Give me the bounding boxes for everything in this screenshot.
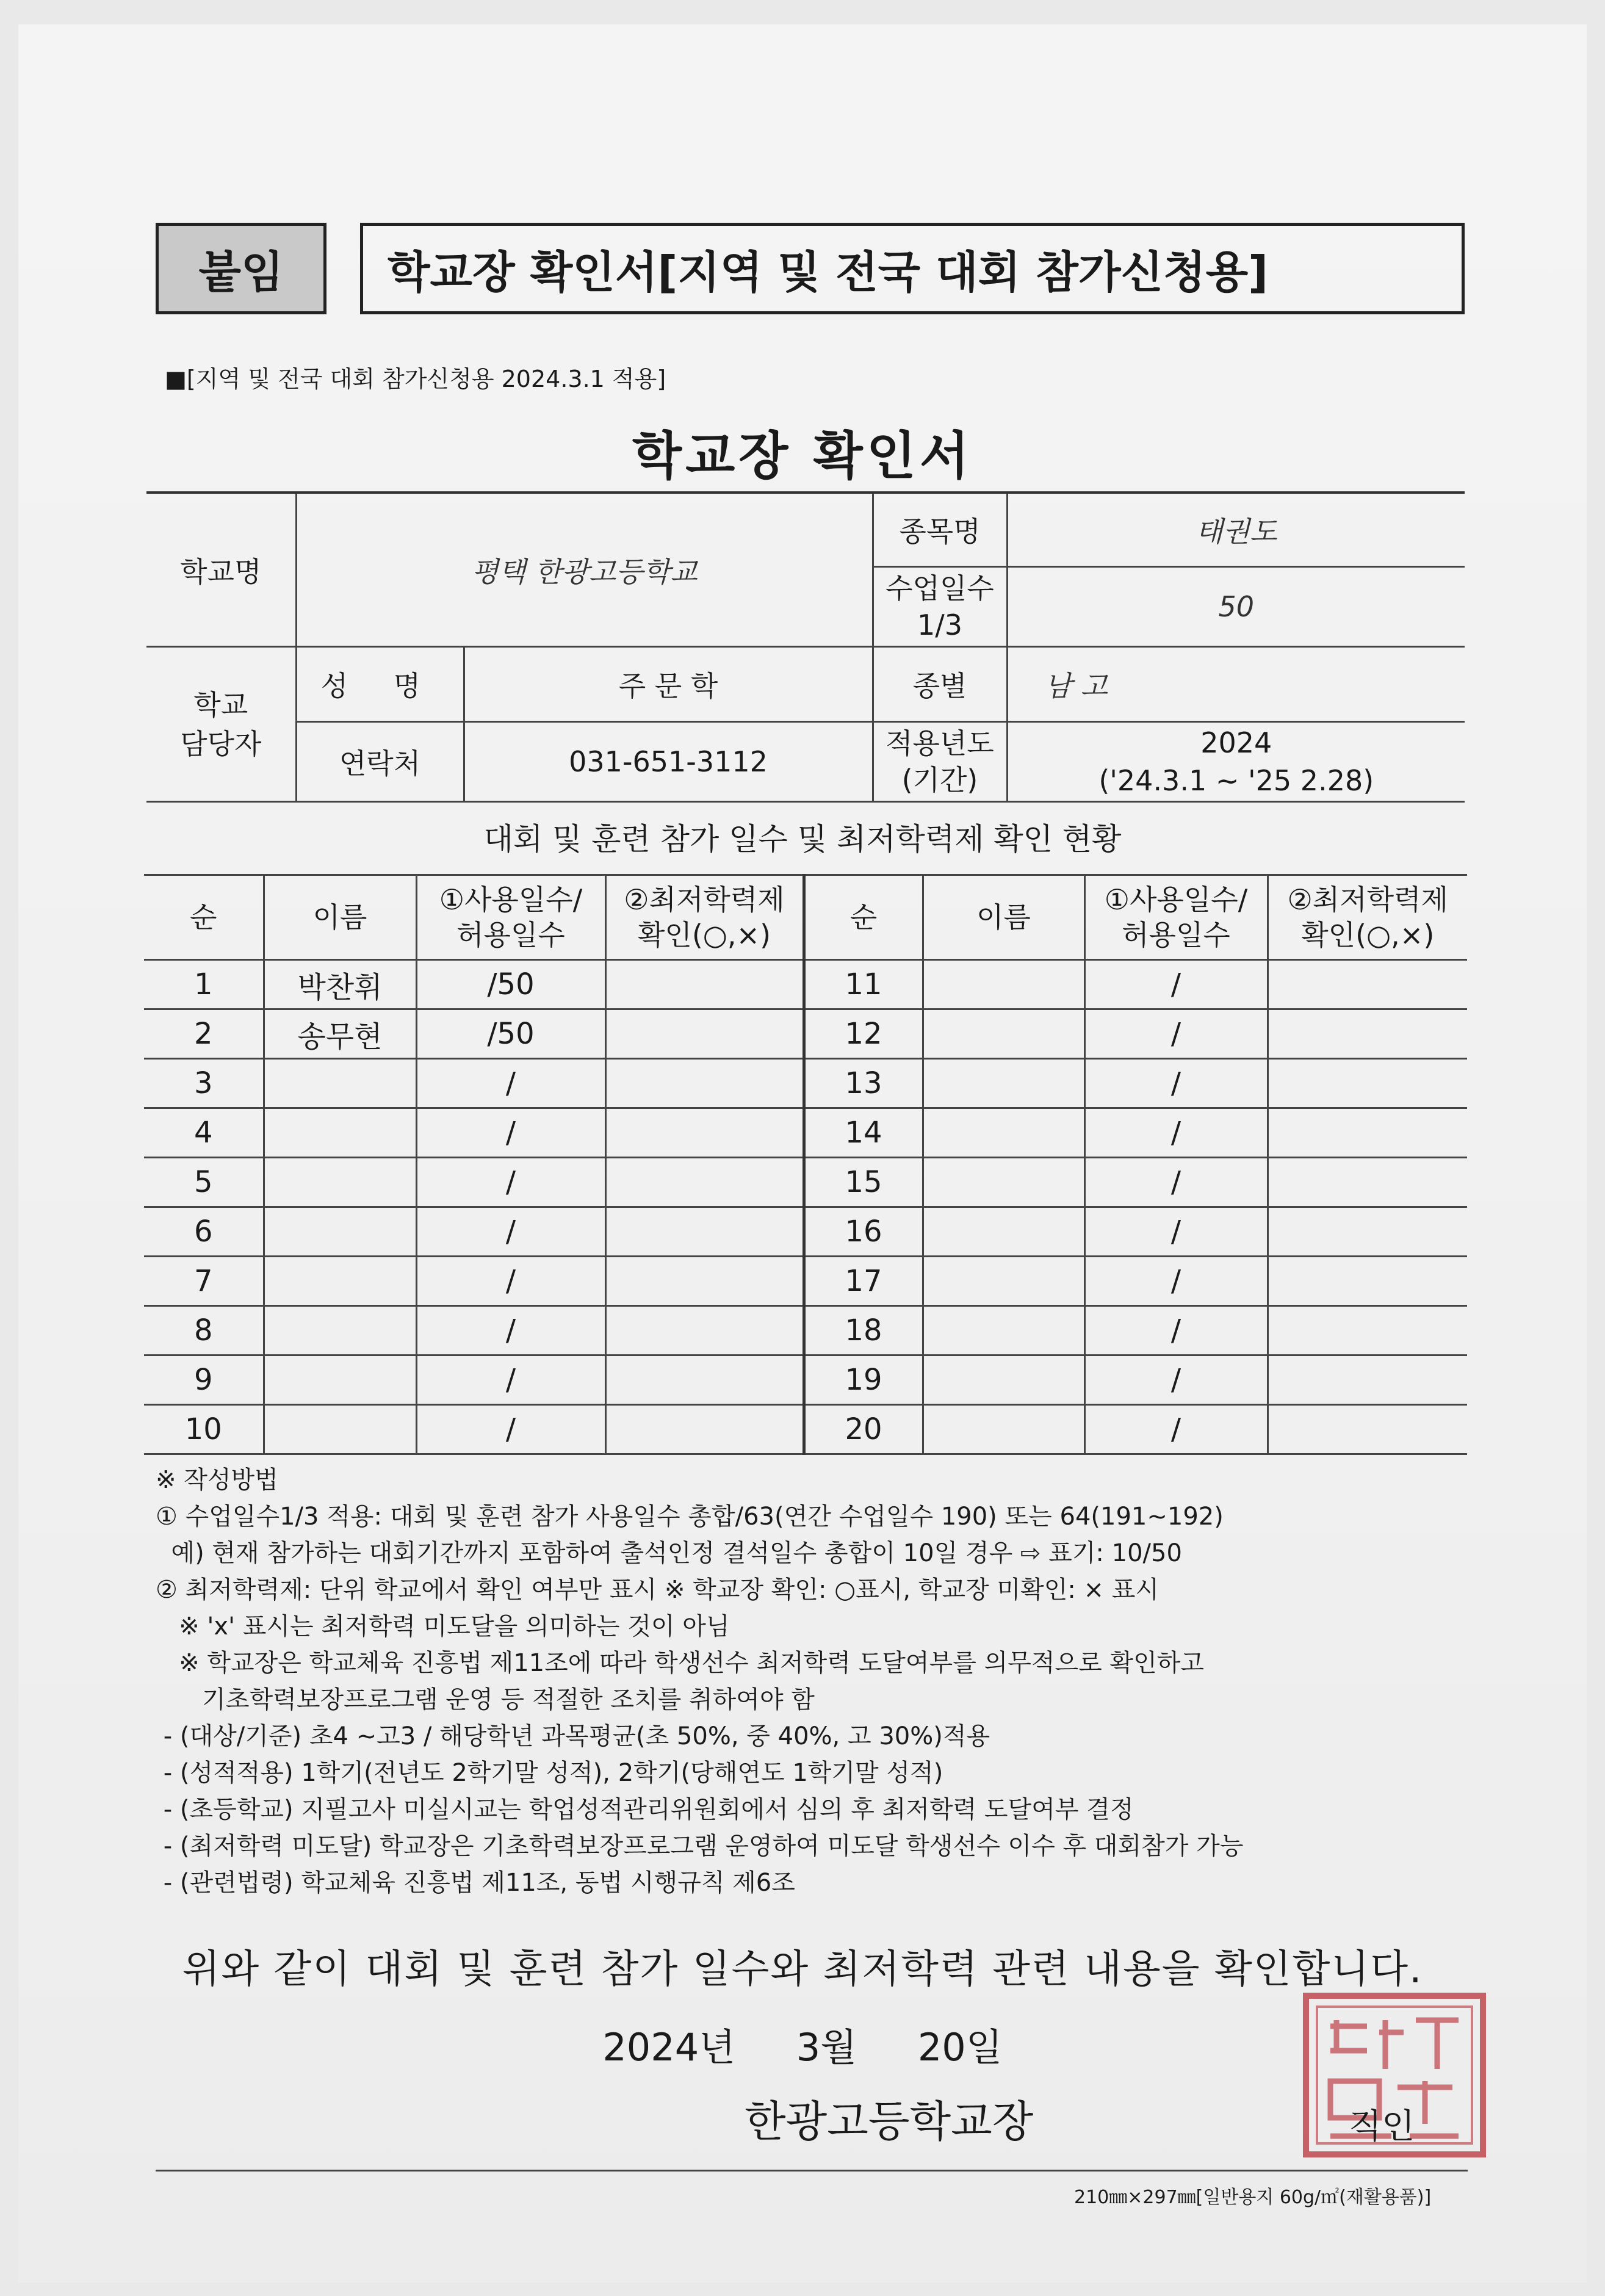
participant-row bbox=[144, 1009, 1467, 1059]
used-days: / bbox=[416, 1059, 605, 1108]
date-year: 2024년 bbox=[602, 2025, 736, 2070]
participant-row bbox=[144, 1207, 1467, 1257]
participant-name bbox=[923, 1306, 1084, 1356]
academic-check bbox=[605, 1405, 804, 1454]
instruction-line: - (관련법령) 학교체육 진흥법 제11조, 동법 시행규칙 제6조 bbox=[156, 1869, 795, 1897]
row-number: 3 bbox=[144, 1059, 264, 1108]
row-number: 13 bbox=[804, 1059, 923, 1108]
academic-check bbox=[1268, 1108, 1467, 1158]
header-check: ②최저학력제 확인(○,×) bbox=[605, 875, 804, 960]
sport-label: 종목명 bbox=[873, 493, 1007, 567]
academic-check bbox=[605, 1108, 804, 1158]
confirmation-statement: 위와 같이 대회 및 훈련 참가 일수와 최저학력 관련 내용을 확인합니다. bbox=[182, 1947, 1423, 1992]
used-days: / bbox=[1084, 1257, 1268, 1306]
footer-divider bbox=[156, 2170, 1468, 2171]
participant-row bbox=[144, 1405, 1467, 1454]
paper-spec-note: 210㎜×297㎜[일반용지 60g/㎡(재활용품)] bbox=[1074, 2187, 1432, 2208]
row-number: 2 bbox=[144, 1009, 264, 1059]
gender-label: 종별 bbox=[873, 647, 1007, 722]
used-days: / bbox=[1084, 1108, 1268, 1158]
academic-check bbox=[1268, 960, 1467, 1009]
row-number: 7 bbox=[144, 1257, 264, 1306]
used-days: /50 bbox=[416, 960, 605, 1009]
main-title: 학교장 확인서 bbox=[632, 426, 973, 486]
row-number: 9 bbox=[144, 1356, 264, 1405]
participant-name bbox=[264, 1405, 416, 1454]
date-day: 20일 bbox=[917, 2025, 1003, 2070]
instruction-line: - (초등학교) 지필고사 미실시교는 학업성적관리위원회에서 심의 후 최저학력 도달여부 결정 bbox=[156, 1796, 1134, 1824]
participation-section-title: 대회 및 훈련 참가 일수 및 최저학력제 확인 현황 bbox=[483, 821, 1122, 857]
participant-name bbox=[923, 1257, 1084, 1306]
writing-instructions bbox=[156, 1462, 1498, 1901]
row-number: 17 bbox=[804, 1257, 923, 1306]
participant-name bbox=[923, 1405, 1084, 1454]
used-days: / bbox=[416, 1257, 605, 1306]
row-number: 15 bbox=[804, 1158, 923, 1207]
academic-check bbox=[1268, 1405, 1467, 1454]
row-number: 11 bbox=[804, 960, 923, 1009]
used-days: / bbox=[416, 1207, 605, 1257]
header-no: 순 bbox=[804, 875, 923, 960]
header-name: 이름 bbox=[923, 875, 1084, 960]
header-no: 순 bbox=[144, 875, 264, 960]
used-days: / bbox=[1084, 1059, 1268, 1108]
instruction-line: - (대상/기준) 초4 ~고3 / 해당학년 과목평균(초 50%, 중 40%, 고 30%)적용 bbox=[156, 1722, 990, 1750]
academic-check bbox=[1268, 1009, 1467, 1059]
document-title: 학교장 확인서[지역 및 전국 대회 참가신청용] bbox=[360, 223, 1465, 314]
header-days: ①사용일수/ 허용일수 bbox=[1084, 875, 1268, 960]
instruction-line: ② 최저학력제: 단위 학교에서 확인 여부만 표시 ※ 학교장 확인: ○표시, 학교장 미확인: × 표시 bbox=[156, 1576, 1160, 1604]
year-value: 2024 ('24.3.1 ~ '25 2.28) bbox=[1007, 722, 1465, 802]
participant-name bbox=[264, 1356, 416, 1405]
gender-value: 남 고 bbox=[1007, 647, 1465, 722]
participant-name bbox=[923, 1108, 1084, 1158]
row-number: 12 bbox=[804, 1009, 923, 1059]
instruction-line: 예) 현재 참가하는 대회기간까지 포함하여 출석인정 결석일수 총합이 10일 경우 ⇨ 표기: 10/50 bbox=[156, 1539, 1182, 1567]
manager-label: 학교 담당자 bbox=[146, 647, 296, 802]
instruction-line: ※ 'x' 표시는 최저학력 미도달을 의미하는 것이 아님 bbox=[156, 1612, 730, 1641]
participant-name bbox=[923, 1158, 1084, 1207]
participant-name bbox=[264, 1306, 416, 1356]
row-number: 16 bbox=[804, 1207, 923, 1257]
participant-name: 박찬휘 bbox=[264, 960, 416, 1009]
row-number: 4 bbox=[144, 1108, 264, 1158]
participant-name bbox=[923, 1009, 1084, 1059]
participant-row bbox=[144, 1257, 1467, 1306]
used-days: / bbox=[1084, 1306, 1268, 1356]
row-number: 18 bbox=[804, 1306, 923, 1356]
principal-signature: 한광고등학교장 bbox=[745, 2096, 1034, 2146]
instruction-line: 기초학력보장프로그램 운영 등 적절한 조치를 취하여야 함 bbox=[156, 1686, 815, 1714]
participant-name bbox=[923, 960, 1084, 1009]
participant-name bbox=[923, 1207, 1084, 1257]
academic-check bbox=[605, 1059, 804, 1108]
academic-check bbox=[1268, 1207, 1467, 1257]
used-days: / bbox=[1084, 1405, 1268, 1454]
used-days: /50 bbox=[416, 1009, 605, 1059]
row-number: 19 bbox=[804, 1356, 923, 1405]
participant-row bbox=[144, 1059, 1467, 1108]
instruction-line: ※ 작성방법 bbox=[156, 1466, 278, 1494]
participant-row bbox=[144, 1108, 1467, 1158]
participant-name bbox=[264, 1257, 416, 1306]
used-days: / bbox=[1084, 1356, 1268, 1405]
instruction-line: ※ 학교장은 학교체육 진흥법 제11조에 따라 학생선수 최저학력 도달여부를 의무적으로 확인하고 bbox=[156, 1649, 1205, 1677]
header-check: ②최저학력제 확인(○,×) bbox=[1268, 875, 1467, 960]
participant-row bbox=[144, 1158, 1467, 1207]
academic-check bbox=[1268, 1356, 1467, 1405]
class-days-value: 50 bbox=[1007, 567, 1465, 647]
header-days: ①사용일수/ 허용일수 bbox=[416, 875, 605, 960]
row-number: 20 bbox=[804, 1405, 923, 1454]
used-days: / bbox=[1084, 1207, 1268, 1257]
row-number: 6 bbox=[144, 1207, 264, 1257]
academic-check bbox=[1268, 1158, 1467, 1207]
participant-name bbox=[923, 1059, 1084, 1108]
manager-name-value: 주 문 학 bbox=[464, 647, 873, 722]
applicable-note: ■[지역 및 전국 대회 참가신청용 2024.3.1 적용] bbox=[165, 366, 666, 392]
participant-name bbox=[264, 1158, 416, 1207]
used-days: / bbox=[416, 1306, 605, 1356]
used-days: / bbox=[1084, 960, 1268, 1009]
instruction-line: - (성적적용) 1학기(전년도 2학기말 성적), 2학기(당해연도 1학기말 성적) bbox=[156, 1759, 943, 1787]
school-name-label: 학교명 bbox=[146, 493, 296, 647]
participant-row bbox=[144, 960, 1467, 1009]
participant-name bbox=[264, 1059, 416, 1108]
row-number: 14 bbox=[804, 1108, 923, 1158]
date-month: 3월 bbox=[796, 2025, 857, 2070]
academic-check bbox=[605, 1207, 804, 1257]
academic-check bbox=[605, 960, 804, 1009]
participant-name bbox=[923, 1356, 1084, 1405]
used-days: / bbox=[416, 1405, 605, 1454]
seal-label: 직인 bbox=[1349, 2107, 1415, 2146]
used-days: / bbox=[1084, 1158, 1268, 1207]
used-days: / bbox=[1084, 1009, 1268, 1059]
sport-value: 태권도 bbox=[1007, 493, 1465, 567]
row-number: 10 bbox=[144, 1405, 264, 1454]
academic-check bbox=[605, 1356, 804, 1405]
participant-row bbox=[144, 1306, 1467, 1356]
participant-row bbox=[144, 1356, 1467, 1405]
row-number: 8 bbox=[144, 1306, 264, 1356]
attachment-label: 붙임 bbox=[156, 223, 326, 314]
used-days: / bbox=[416, 1356, 605, 1405]
school-name-value: 평택 한광고등학교 bbox=[296, 493, 873, 647]
participant-name bbox=[264, 1207, 416, 1257]
participant-name: 송무현 bbox=[264, 1009, 416, 1059]
class-days-label: 수업일수 1/3 bbox=[873, 567, 1007, 647]
instruction-line: ① 수업일수1/3 적용: 대회 및 훈련 참가 사용일수 총합/63(연간 수업일수 190) 또는 64(191~192) bbox=[156, 1503, 1224, 1531]
academic-check bbox=[605, 1158, 804, 1207]
header-name: 이름 bbox=[264, 875, 416, 960]
contact-label: 연락처 bbox=[296, 722, 464, 802]
row-number: 1 bbox=[144, 960, 264, 1009]
academic-check bbox=[605, 1306, 804, 1356]
name-label: 성 명 bbox=[296, 647, 464, 722]
participant-name bbox=[264, 1108, 416, 1158]
academic-check bbox=[605, 1009, 804, 1059]
used-days: / bbox=[416, 1158, 605, 1207]
academic-check bbox=[1268, 1059, 1467, 1108]
instruction-line: - (최저학력 미도달) 학교장은 기초학력보장프로그램 운영하여 미도달 학생선수 이수 후 대회참가 가능 bbox=[156, 1832, 1244, 1860]
school-info-table bbox=[146, 491, 1465, 803]
row-number: 5 bbox=[144, 1158, 264, 1207]
academic-check bbox=[1268, 1306, 1467, 1356]
academic-check bbox=[605, 1257, 804, 1306]
year-label: 적용년도 (기간) bbox=[873, 722, 1007, 802]
contact-value: 031-651-3112 bbox=[464, 722, 873, 802]
academic-check bbox=[1268, 1257, 1467, 1306]
participant-table bbox=[144, 874, 1467, 1455]
used-days: / bbox=[416, 1108, 605, 1158]
